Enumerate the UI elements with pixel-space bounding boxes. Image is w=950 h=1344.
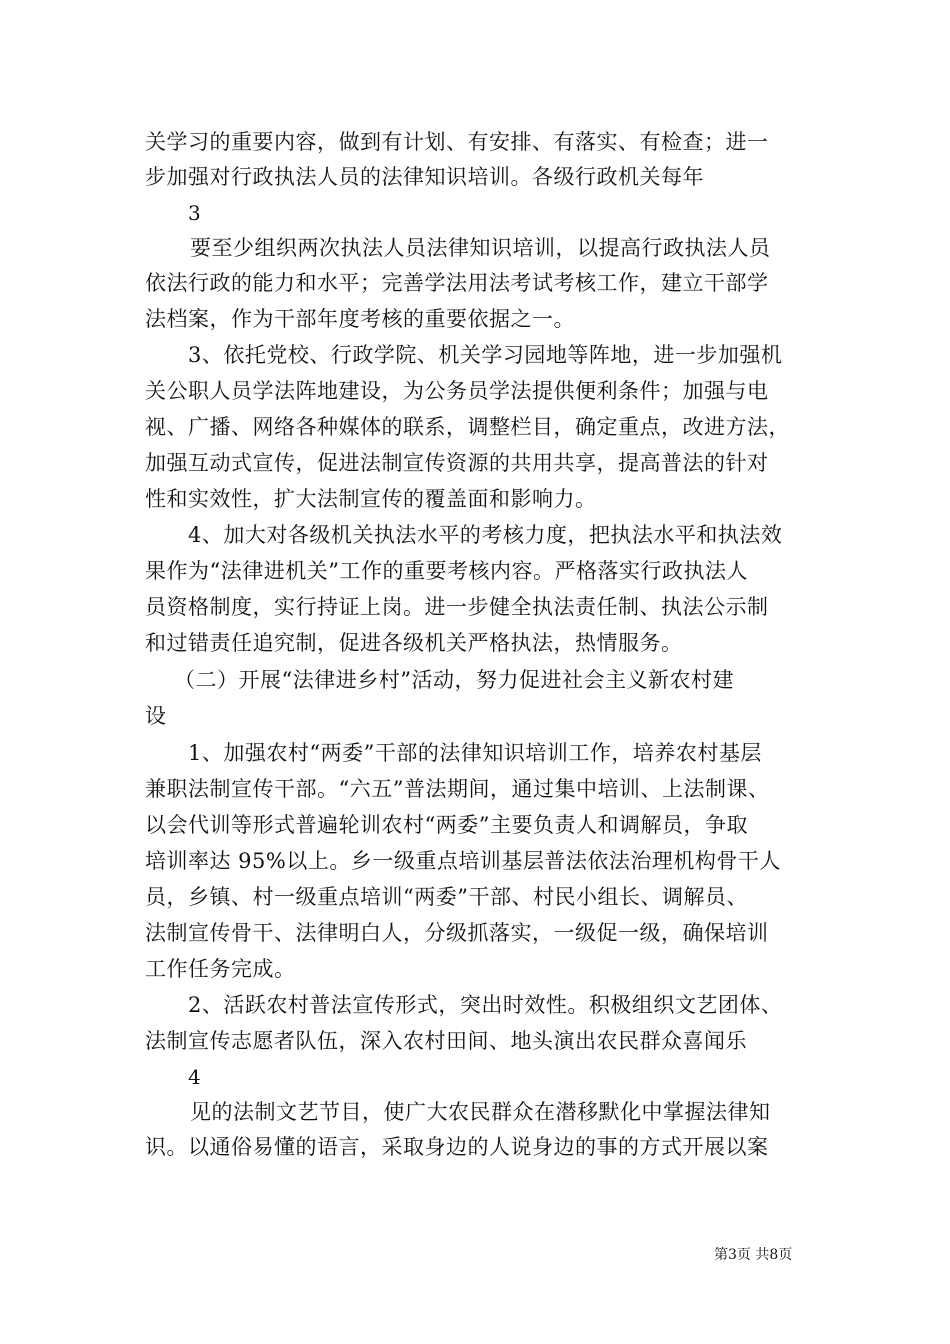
footer-suffix: 页 [778, 1247, 793, 1263]
text-line: 识。以通俗易懂的语言，采取身边的人说身边的事的方式开展以案 [145, 1135, 769, 1159]
text-line: 果作为“法律进机关”工作的重要考核内容。严格落实行政执法人 [145, 559, 748, 583]
text-line: 法档案，作为干部年度考核的重要依据之一。 [145, 307, 575, 331]
text-line: 要至少组织两次执法人员法律知识培训，以提高行政执法人员 [190, 236, 771, 260]
footer-total-pages: 8 [769, 1247, 779, 1263]
text-line: 兼职法制宣传干部。“六五”普法期间，通过集中培训、上法制课、 [145, 777, 770, 801]
text-line: 见的法制文艺节目，使广大农民群众在潜移默化中掌握法律知 [190, 1100, 771, 1124]
text-line: 依法行政的能力和水平；完善学法用法考试考核工作，建立干部学 [145, 271, 769, 295]
text-line: 工作任务完成。 [145, 957, 296, 981]
text-line: 2、活跃农村普法宣传形式，突出时效性。积极组织文艺团体、 [188, 993, 783, 1017]
footer-current-page: 3 [728, 1247, 737, 1263]
section-heading: （二）开展“法律进乡村”活动，努力促进社会主义新农村建 [174, 668, 734, 692]
footer-middle: 页 共 [736, 1247, 770, 1263]
text-line: 关学习的重要内容，做到有计划、有安排、有落实、有检查；进一 [145, 130, 769, 154]
text-line: 加强互动式宣传，促进法制宣传资源的共用共享，提高普法的针对 [145, 451, 769, 475]
text-line: 步加强对行政执法人员的法律知识培训。各级行政机关每年 [145, 165, 704, 189]
text-line: 法制宣传志愿者队伍，深入农村田间、地头演出农民群众喜闻乐 [145, 1029, 747, 1053]
text-line: 1、加强农村“两委”干部的法律知识培训工作，培养农村基层 [188, 741, 762, 765]
footer-prefix: 第 [714, 1247, 728, 1263]
text-line: 3、依托党校、行政学院、机关学习园地等阵地，进一步加强机 [188, 343, 783, 367]
text-line: 视、广播、网络各种媒体的联系，调整栏目，确定重点，改进方法， [145, 415, 790, 439]
section-heading-continuation: 设 [145, 704, 167, 728]
inline-page-number: 4 [188, 1065, 201, 1089]
text-line: 以会代训等形式普遍轮训农村“两委”主要负责人和调解员，争取 [145, 813, 748, 837]
text-line: 和过错责任追究制，促进各级机关严格执法，热情服务。 [145, 631, 683, 655]
text-line: 员资格制度，实行持证上岗。进一步健全执法责任制、执法公示制 [145, 595, 769, 619]
text-line: 员，乡镇、村一级重点培训“两委”干部、村民小组长、调解员、 [145, 885, 748, 909]
inline-page-number: 3 [188, 201, 201, 225]
text-line: 4、加大对各级机关执法水平的考核力度，把执法水平和执法效 [188, 523, 783, 547]
text-line: 法制宣传骨干、法律明白人，分级抓落实，一级促一级，确保培训 [145, 921, 769, 945]
text-line: 性和实效性，扩大法制宣传的覆盖面和影响力。 [145, 487, 597, 511]
text-line: 培训率达 95%以上。乡一级重点培训基层普法依法治理机构骨干人 [145, 849, 781, 873]
text-line: 关公职人员学法阵地建设，为公务员学法提供便利条件；加强与电 [145, 379, 769, 403]
page-footer [714, 1245, 792, 1265]
